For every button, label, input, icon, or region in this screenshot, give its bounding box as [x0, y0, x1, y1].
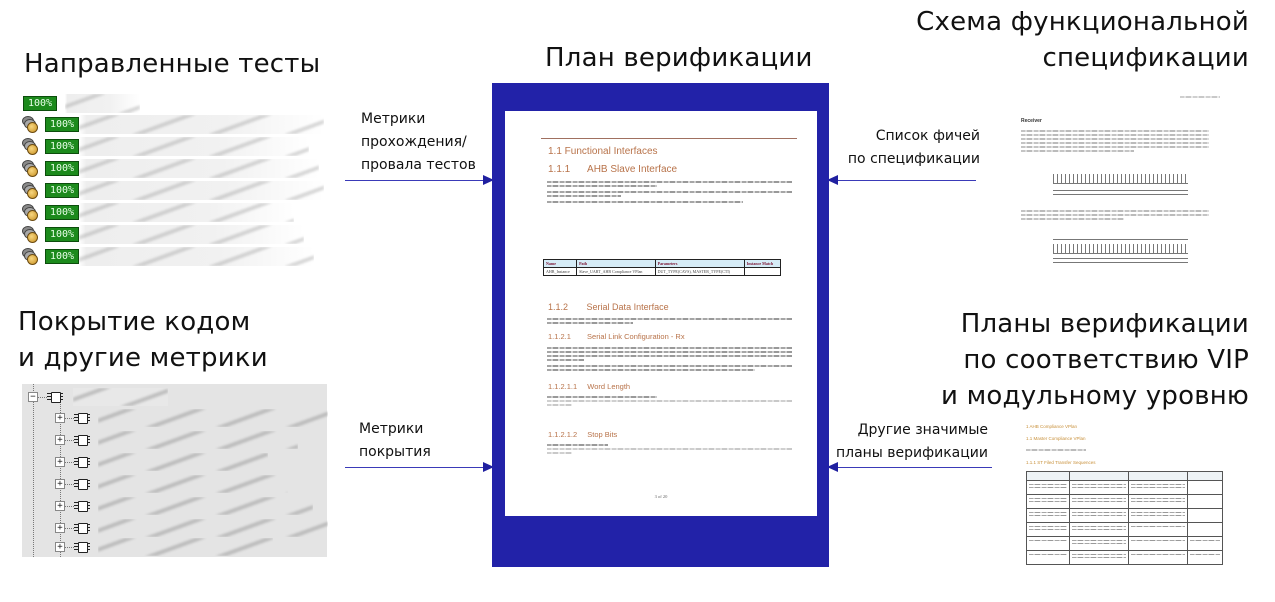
- vip-plans-title-line1: Планы верификации: [960, 309, 1249, 339]
- doc-paragraph: [547, 179, 792, 205]
- doc-heading-s1: [548, 164, 677, 175]
- spec-section-title: Receiver: [1021, 118, 1042, 124]
- doc-table: [543, 259, 781, 276]
- blurred-module-name: [98, 431, 298, 449]
- chip-icon: [74, 500, 90, 513]
- page-footer: 3 of 20: [654, 494, 668, 499]
- expand-toggle[interactable]: +: [55, 523, 65, 533]
- other-plans-label-line2: планы верификации: [835, 445, 988, 461]
- test-row[interactable]: [22, 159, 319, 178]
- chip-icon: [74, 478, 90, 491]
- test-metrics-arrow: [345, 180, 492, 181]
- func-spec-title-line1: Схема функциональной: [916, 7, 1249, 37]
- table-cell: Slave_UART_AHB Compliance VPlan: [577, 268, 656, 276]
- chip-icon: [74, 456, 90, 469]
- section-title: AHB Slave Interface: [587, 164, 678, 175]
- other-plans-label-line1: Другие значимые: [857, 422, 988, 438]
- tree-child-node[interactable]: [55, 408, 328, 428]
- tree-child-node[interactable]: [55, 452, 268, 472]
- table-cell: DUT_TYPE(CAVS), MASTER_TYPE(CTI): [655, 268, 744, 276]
- test-row[interactable]: [22, 225, 304, 244]
- section-title: Serial Data Interface: [586, 302, 669, 312]
- chip-icon: [47, 391, 63, 404]
- doc-paragraph: [547, 345, 792, 373]
- expand-toggle[interactable]: +: [55, 413, 65, 423]
- vip-heading-2: 1.1 Master Compliance VPlan: [1026, 436, 1086, 441]
- pass-badge: 100%: [45, 205, 79, 220]
- collapse-toggle[interactable]: −: [28, 392, 38, 402]
- section-number: 1.1.2: [548, 302, 569, 312]
- tree-root-node[interactable]: [28, 387, 168, 407]
- header-rule: [541, 138, 797, 139]
- blurred-module-name: [98, 497, 313, 515]
- blurred-test-name: [79, 181, 324, 200]
- doc-heading-s2: [548, 302, 669, 312]
- feature-list-arrow: [829, 180, 976, 181]
- blurred-test-name: [79, 247, 314, 266]
- functional-spec-thumbnail: [1005, 86, 1240, 266]
- chip-icon: [74, 412, 90, 425]
- doc-paragraph: [547, 394, 792, 408]
- vip-heading-1: 1 AHB Compliance VPlan: [1026, 424, 1078, 429]
- section-number: 1.1.2.1.2: [548, 430, 578, 439]
- timing-bus: [1053, 190, 1188, 195]
- blurred-test-name: [65, 94, 140, 113]
- timing-bus: [1053, 258, 1188, 263]
- timing-waveform: [1053, 174, 1188, 184]
- section-number: 1.1.1: [548, 164, 571, 175]
- tree-child-node[interactable]: [55, 474, 288, 494]
- coins-icon: [22, 248, 39, 265]
- blurred-test-name: [79, 115, 324, 134]
- coverage-title-line1: Покрытие кодом: [18, 307, 251, 337]
- doc-heading-s5: [548, 430, 617, 439]
- vip-plans-thumbnail: [1000, 416, 1230, 600]
- spec-page-header: [1180, 94, 1220, 100]
- blurred-module-name: [98, 538, 273, 556]
- section-number: 1.1.2.1.1: [548, 382, 578, 391]
- vip-subline: [1026, 447, 1086, 453]
- tree-child-node[interactable]: [55, 537, 273, 557]
- tree-connector: [38, 397, 47, 398]
- chip-icon: [74, 434, 90, 447]
- expand-toggle[interactable]: +: [55, 479, 65, 489]
- test-metrics-label-line1: Метрики: [361, 111, 426, 127]
- vip-plans-title-line3: и модульному уровню: [941, 381, 1249, 411]
- coverage-metrics-arrow: [345, 467, 492, 468]
- test-metrics-label-line2: прохождения/: [361, 134, 467, 150]
- timing-signal: [1053, 234, 1188, 240]
- blurred-test-name: [79, 203, 294, 222]
- doc-heading-s4: [548, 382, 630, 391]
- tree-child-node[interactable]: [55, 496, 313, 516]
- blurred-module-name: [98, 453, 268, 471]
- directed-tests-title: Направленные тесты: [24, 49, 321, 79]
- blurred-module-name: [98, 475, 288, 493]
- doc-paragraph: [547, 316, 792, 326]
- blurred-test-name: [79, 137, 309, 156]
- vip-table: [1026, 471, 1223, 565]
- test-metrics-label-line3: провала тестов: [361, 157, 476, 173]
- verification-plan-frame: [492, 83, 829, 567]
- coins-icon: [22, 226, 39, 243]
- section-title: Stop Bits: [587, 430, 618, 439]
- test-row[interactable]: [22, 203, 294, 222]
- table-cell: [744, 268, 780, 276]
- tree-child-node[interactable]: [55, 518, 328, 538]
- verification-plan-title: План верификации: [545, 43, 813, 73]
- vip-heading-3: 1.1.1 ST Filed Transfer Sequences: [1026, 460, 1096, 465]
- directed-tests-panel: [22, 92, 340, 267]
- expand-toggle[interactable]: +: [55, 501, 65, 511]
- tree-guide-line: [33, 384, 34, 557]
- timing-waveform: [1053, 244, 1188, 254]
- blurred-test-name: [79, 225, 304, 244]
- verification-plan-page: [505, 111, 817, 516]
- doc-heading-h1: 1.1 Functional Interfaces: [548, 146, 658, 157]
- table-cell: AHB_Instance: [544, 268, 577, 276]
- coins-icon: [22, 116, 39, 133]
- expand-toggle[interactable]: +: [55, 457, 65, 467]
- other-plans-arrow: [829, 467, 992, 468]
- func-spec-title-line2: спецификации: [1042, 43, 1249, 73]
- expand-toggle[interactable]: +: [55, 542, 65, 552]
- pass-badge: 100%: [45, 139, 79, 154]
- coins-icon: [22, 138, 39, 155]
- pass-badge: 100%: [45, 183, 79, 198]
- tests-summary-row: [23, 94, 140, 113]
- coins-icon: [22, 160, 39, 177]
- spec-paragraph: [1021, 128, 1209, 154]
- tree-child-node[interactable]: [55, 430, 298, 450]
- doc-paragraph: [547, 442, 792, 456]
- table-header-cell: Path: [577, 260, 656, 268]
- test-row[interactable]: [22, 137, 309, 156]
- coins-icon: [22, 204, 39, 221]
- table-header-cell: Parameters: [655, 260, 744, 268]
- test-row[interactable]: [22, 115, 324, 134]
- blurred-test-name: [79, 159, 319, 178]
- chip-icon: [74, 522, 90, 535]
- test-row[interactable]: [22, 247, 314, 266]
- blurred-module-name: [73, 388, 168, 406]
- coverage-title-line2: и другие метрики: [18, 343, 268, 373]
- table-header-cell: Name: [544, 260, 577, 268]
- pass-badge: 100%: [45, 249, 79, 264]
- doc-heading-s3: [548, 332, 685, 341]
- chip-icon: [74, 541, 90, 554]
- pass-badge: 100%: [45, 117, 79, 132]
- pass-badge: 100%: [45, 227, 79, 242]
- coins-icon: [22, 182, 39, 199]
- feature-list-label-line2: по спецификации: [847, 151, 980, 167]
- test-row[interactable]: [22, 181, 324, 200]
- coverage-metrics-label-line2: покрытия: [359, 444, 431, 460]
- section-number: 1.1.2.1: [548, 332, 571, 341]
- blurred-module-name: [98, 409, 328, 427]
- pass-badge: 100%: [45, 161, 79, 176]
- coverage-metrics-label-line1: Метрики: [359, 421, 424, 437]
- expand-toggle[interactable]: +: [55, 435, 65, 445]
- table-header-cell: Instance Match: [744, 260, 780, 268]
- blurred-module-name: [98, 519, 328, 537]
- spec-paragraph: [1021, 208, 1209, 222]
- section-title: Word Length: [587, 382, 631, 391]
- section-title: Serial Link Configuration - Rx: [587, 332, 685, 341]
- feature-list-label-line1: Список фичей: [875, 128, 980, 144]
- pass-badge: 100%: [23, 96, 57, 111]
- vip-plans-title-line2: по соответствию VIP: [963, 345, 1249, 375]
- coverage-tree-panel: [22, 384, 327, 557]
